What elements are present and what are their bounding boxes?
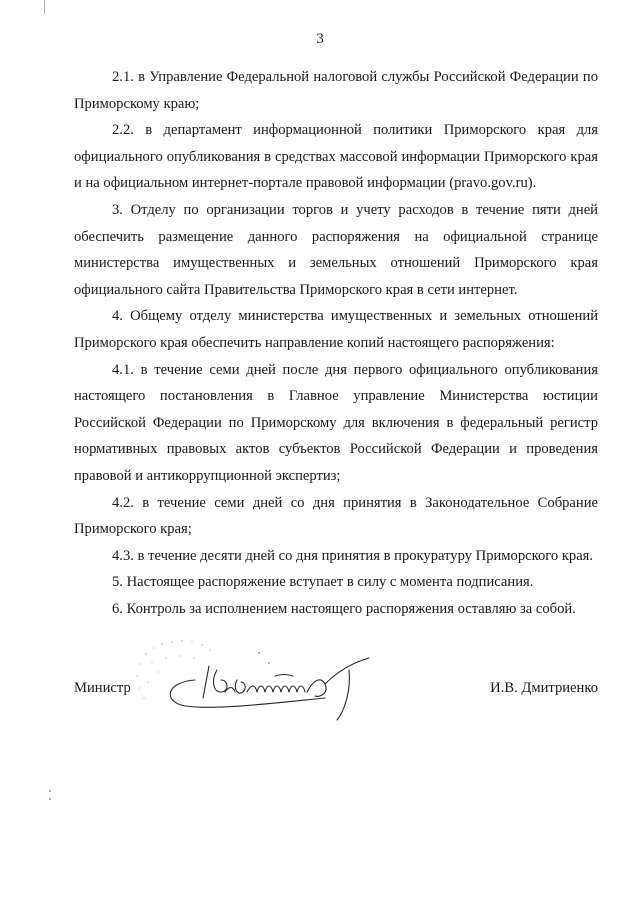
scan-speck xyxy=(49,790,51,792)
paragraph-2-2: 2.2. в департамент информационной политики Приморского края для официального опубликования в средствах массовой информации Приморского края и на официальном интернет-портале правовой информации (pravo.gov.ru). xyxy=(74,122,598,192)
signatory-name: И.В. Дмитриенко xyxy=(490,680,598,696)
signature-block xyxy=(74,670,598,730)
page-number: 3 xyxy=(316,31,324,47)
paragraph-2-1: 2.1. в Управление Федеральной налоговой службы Российской Федерации по Приморскому краю; xyxy=(74,69,598,112)
paragraph-4-3: 4.3. в течение десяти дней со дня принятия в прокуратуру Приморского края. xyxy=(112,547,594,564)
scan-speck xyxy=(258,652,260,654)
paragraph-4-2: 4.2. в течение семи дней со дня принятия в Законодательное Собрание Приморского края; xyxy=(74,494,598,538)
scan-speck xyxy=(268,662,270,664)
paragraph-5: 5. Настоящее распоряжение вступает в силу с момента подписания. xyxy=(112,574,534,591)
paragraph-3: 3. Отделу по организации торгов и учету расходов в течение пяти дней обеспечить размещение данного распоряжения на официальной странице министерства имущественных и земельных отношений Приморского края официального сайта Правительства Приморского края в сети интернет. xyxy=(74,201,598,298)
paragraph-4: 4. Общему отделу министерства имущественных и земельных отношений Приморского края обеспечить направление копий настоящего распоряжения: xyxy=(74,308,598,351)
scan-speck xyxy=(49,798,51,800)
document-body xyxy=(74,64,598,622)
paragraph-4-1: 4.1. в течение семи дней после дня первого официального опубликования настоящего постановления в Главное управление Министерства юстиции Российской Федерации по Приморскому для включения в федеральный регистр нормативных правовых актов субъектов Российской Федерации и проведения правовой и антикоррупционной экспертиз; xyxy=(74,361,598,484)
paragraph-6: 6. Контроль за исполнением настоящего распоряжения оставляю за собой. xyxy=(112,600,576,617)
scan-edge-mark xyxy=(44,0,45,14)
signatory-title: Министр xyxy=(74,680,131,696)
